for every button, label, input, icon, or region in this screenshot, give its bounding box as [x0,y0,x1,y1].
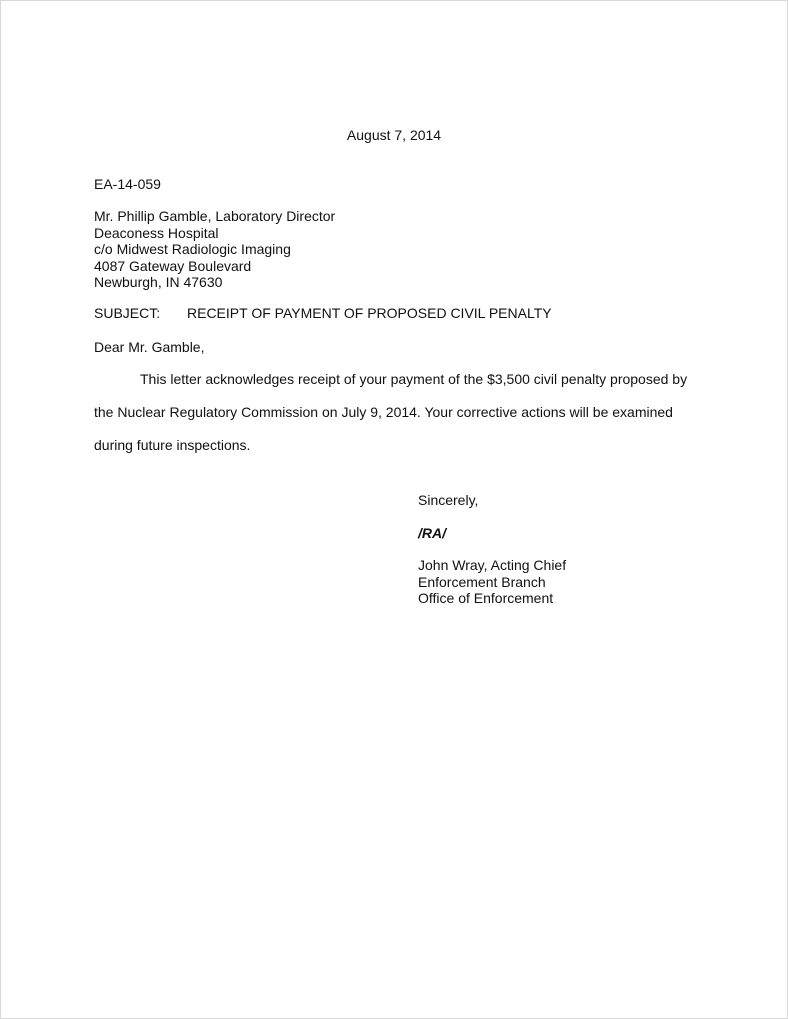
signer-office: Office of Enforcement [418,590,554,606]
signer-branch: Enforcement Branch [418,573,546,590]
subject-label: SUBJECT: [94,305,161,321]
body-line: the Nuclear Regulatory Commission on July 9, 2014. Your corrective actions will be examined [94,404,673,420]
recipient-care-of: c/o Midwest Radiologic Imaging [94,241,291,257]
body-line: during future inspections. [94,437,251,453]
subject-text: RECEIPT OF PAYMENT OF PROPOSED CIVIL PENALTY [187,305,552,321]
reference-number: EA-14-059 [94,176,161,192]
recipient-organization: Deaconess Hospital [94,224,219,241]
signer-name-title: John Wray, Acting Chief [418,557,567,573]
signer-block [418,557,566,607]
letter-date: August 7, 2014 [346,127,442,143]
salutation: Dear Mr. Gamble, [94,339,205,355]
signature: /RA/ [418,525,446,541]
recipient-address [94,208,335,291]
recipient-city-state-zip: Newburgh, IN 47630 [94,274,223,290]
letter-body [94,371,694,470]
body-line: This letter acknowledges receipt of your payment of the $3,500 civil penalty proposed by [140,371,688,387]
recipient-street: 4087 Gateway Boulevard [94,257,252,274]
subject-line [94,305,552,321]
closing: Sincerely, [418,492,479,508]
recipient-name: Mr. Phillip Gamble, Laboratory Director [94,208,336,224]
